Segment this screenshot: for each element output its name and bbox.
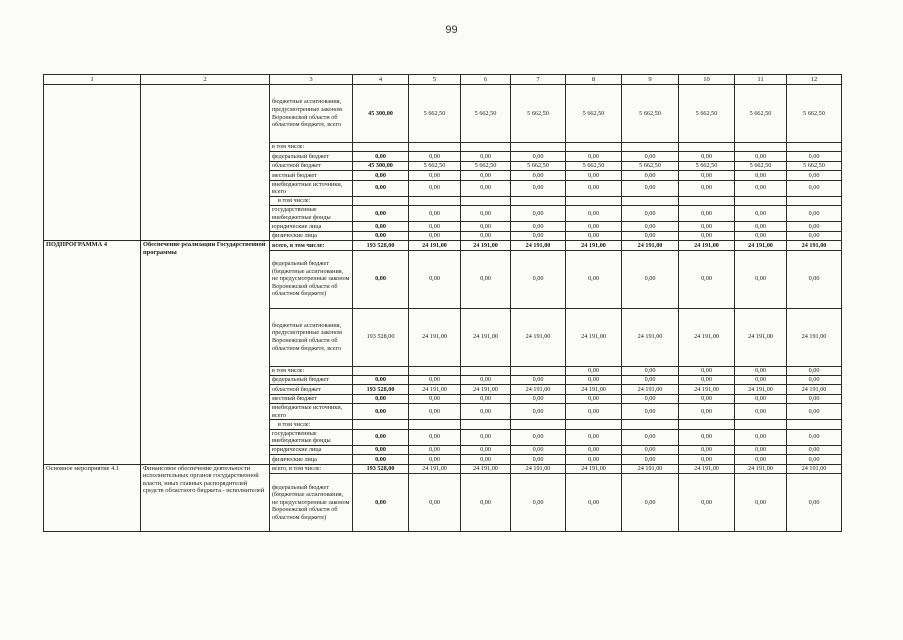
amount-cell: 0,00	[566, 375, 622, 384]
amount-cell: 24 191,00	[622, 308, 679, 366]
funding-source-label: федеральный бюджет	[270, 152, 353, 161]
amount-cell	[735, 143, 787, 152]
amount-cell: 0,00	[461, 404, 511, 420]
amount-cell: 24 191,00	[566, 464, 622, 473]
amount-cell: 24 191,00	[787, 241, 842, 250]
column-number-5: 5	[409, 75, 461, 85]
amount-cell: 0,00	[787, 366, 842, 375]
amount-cell: 0,00	[461, 429, 511, 445]
amount-cell	[787, 196, 842, 205]
amount-cell: 0,00	[409, 206, 461, 222]
amount-cell: 0,00	[566, 171, 622, 180]
column-number-4: 4	[353, 75, 409, 85]
amount-cell	[511, 420, 566, 429]
amount-cell: 5 662,50	[461, 161, 511, 170]
column-number-row	[44, 75, 842, 85]
amount-cell: 0,00	[622, 152, 679, 161]
column-number-1: 1	[44, 75, 141, 85]
amount-cell: 5 662,50	[679, 85, 735, 143]
amount-cell	[461, 143, 511, 152]
amount-cell	[353, 196, 409, 205]
amount-cell: 0,00	[511, 445, 566, 454]
amount-cell: 0,00	[409, 455, 461, 464]
amount-cell: 0,00	[735, 222, 787, 231]
amount-cell	[353, 143, 409, 152]
amount-cell: 24 191,00	[787, 308, 842, 366]
funding-source-label: в том числе:	[270, 143, 353, 152]
amount-cell: 0,00	[735, 474, 787, 532]
program-code-cell: ПОДПРОГРАММА 4	[44, 241, 141, 465]
amount-cell: 0,00	[735, 394, 787, 403]
amount-cell: 24 191,00	[511, 385, 566, 394]
amount-cell: 0,00	[409, 394, 461, 403]
table-row	[44, 241, 842, 250]
amount-cell	[622, 420, 679, 429]
amount-cell: 0,00	[787, 180, 842, 196]
amount-cell: 0,00	[787, 445, 842, 454]
amount-cell: 0,00	[511, 375, 566, 384]
amount-cell	[679, 196, 735, 205]
amount-cell: 0,00	[409, 474, 461, 532]
amount-cell: 0,00	[461, 375, 511, 384]
amount-cell: 5 662,50	[566, 161, 622, 170]
page-number: 99	[445, 24, 458, 36]
amount-cell: 0,00	[622, 404, 679, 420]
amount-cell: 0,00	[735, 375, 787, 384]
program-name-cell: Обеспечение реализации Государственной программы	[141, 241, 270, 465]
amount-cell: 24 191,00	[679, 464, 735, 473]
amount-cell: 0,00	[511, 171, 566, 180]
column-number-3: 3	[270, 75, 353, 85]
funding-source-label: федеральный бюджет	[270, 375, 353, 384]
amount-cell: 0,00	[566, 429, 622, 445]
column-number-6: 6	[461, 75, 511, 85]
amount-cell	[679, 143, 735, 152]
amount-cell	[622, 196, 679, 205]
amount-cell: 0,00	[566, 206, 622, 222]
funding-source-label: областной бюджет	[270, 385, 353, 394]
amount-cell: 0,00	[735, 250, 787, 308]
amount-cell: 24 191,00	[409, 464, 461, 473]
amount-cell: 0,00	[735, 206, 787, 222]
amount-cell: 0,00	[353, 231, 409, 240]
amount-cell: 0,00	[566, 152, 622, 161]
amount-cell: 0,00	[461, 474, 511, 532]
amount-cell: 0,00	[622, 474, 679, 532]
amount-cell: 0,00	[353, 404, 409, 420]
amount-cell: 0,00	[566, 455, 622, 464]
amount-cell: 0,00	[353, 474, 409, 532]
amount-cell: 0,00	[787, 171, 842, 180]
amount-cell: 193 528,00	[353, 464, 409, 473]
amount-cell: 0,00	[566, 394, 622, 403]
amount-cell: 24 191,00	[735, 308, 787, 366]
amount-cell: 5 662,50	[622, 161, 679, 170]
amount-cell: 0,00	[511, 250, 566, 308]
amount-cell: 24 191,00	[622, 385, 679, 394]
amount-cell: 0,00	[353, 375, 409, 384]
amount-cell: 0,00	[679, 445, 735, 454]
amount-cell: 0,00	[409, 152, 461, 161]
amount-cell: 5 662,50	[511, 85, 566, 143]
amount-cell: 24 191,00	[461, 308, 511, 366]
amount-cell: 0,00	[735, 404, 787, 420]
amount-cell: 5 662,50	[679, 161, 735, 170]
amount-cell: 0,00	[679, 404, 735, 420]
amount-cell	[409, 420, 461, 429]
amount-cell: 5 662,50	[511, 161, 566, 170]
amount-cell	[787, 420, 842, 429]
amount-cell	[566, 196, 622, 205]
amount-cell: 24 191,00	[566, 385, 622, 394]
amount-cell: 24 191,00	[622, 464, 679, 473]
amount-cell: 0,00	[566, 222, 622, 231]
funding-source-label: федеральный бюджет (бюджетные ассигнования, не предусмотренные законом Воронежской области об областном бюджете)	[270, 474, 353, 532]
amount-cell: 193 528,00	[353, 385, 409, 394]
amount-cell: 0,00	[409, 404, 461, 420]
amount-cell: 0,00	[735, 231, 787, 240]
amount-cell: 0,00	[461, 455, 511, 464]
amount-cell: 0,00	[735, 455, 787, 464]
amount-cell: 5 662,50	[409, 161, 461, 170]
amount-cell: 45 300,00	[353, 161, 409, 170]
amount-cell: 0,00	[679, 152, 735, 161]
amount-cell: 0,00	[735, 171, 787, 180]
amount-cell	[461, 420, 511, 429]
amount-cell	[353, 366, 409, 375]
amount-cell: 24 191,00	[566, 308, 622, 366]
amount-cell: 5 662,50	[787, 85, 842, 143]
budget-table	[43, 74, 842, 532]
amount-cell: 0,00	[409, 429, 461, 445]
amount-cell: 0,00	[787, 474, 842, 532]
amount-cell: 0,00	[409, 222, 461, 231]
amount-cell: 0,00	[622, 250, 679, 308]
amount-cell: 0,00	[511, 429, 566, 445]
amount-cell: 0,00	[353, 152, 409, 161]
amount-cell: 0,00	[511, 180, 566, 196]
amount-cell: 0,00	[461, 250, 511, 308]
amount-cell: 5 662,50	[461, 85, 511, 143]
amount-cell: 193 528,00	[353, 308, 409, 366]
amount-cell: 0,00	[622, 180, 679, 196]
amount-cell: 0,00	[787, 152, 842, 161]
funding-source-label: в том числе:	[270, 196, 353, 205]
amount-cell	[566, 143, 622, 152]
funding-source-label: местный бюджет	[270, 394, 353, 403]
amount-cell: 0,00	[353, 250, 409, 308]
amount-cell: 0,00	[679, 394, 735, 403]
amount-cell: 24 191,00	[511, 464, 566, 473]
amount-cell: 0,00	[511, 222, 566, 231]
amount-cell	[461, 366, 511, 375]
funding-source-label: физические лица	[270, 455, 353, 464]
amount-cell: 5 662,50	[787, 161, 842, 170]
table-row	[44, 85, 842, 143]
amount-cell: 0,00	[566, 180, 622, 196]
amount-cell: 24 191,00	[679, 308, 735, 366]
amount-cell: 0,00	[735, 180, 787, 196]
amount-cell: 0,00	[353, 222, 409, 231]
amount-cell: 0,00	[679, 180, 735, 196]
funding-source-label: государственные внебюджетные фонды	[270, 206, 353, 222]
amount-cell: 0,00	[622, 171, 679, 180]
amount-cell: 0,00	[353, 394, 409, 403]
amount-cell: 0,00	[566, 474, 622, 532]
funding-source-label: федеральный бюджет (бюджетные ассигнования, не предусмотренные законом Воронежской области об областном бюджете)	[270, 250, 353, 308]
amount-cell: 0,00	[787, 455, 842, 464]
funding-source-label: бюджетные ассигнования, предусмотренные законом Воронежской области об областном бюджете, всего	[270, 85, 353, 143]
column-number-7: 7	[511, 75, 566, 85]
amount-cell: 5 662,50	[566, 85, 622, 143]
amount-cell: 0,00	[622, 429, 679, 445]
amount-cell: 0,00	[622, 375, 679, 384]
amount-cell: 24 191,00	[409, 385, 461, 394]
column-number-8: 8	[566, 75, 622, 85]
amount-cell: 0,00	[787, 222, 842, 231]
funding-source-label: в том числе:	[270, 366, 353, 375]
table-row	[44, 464, 842, 473]
amount-cell: 0,00	[735, 366, 787, 375]
amount-cell: 0,00	[622, 445, 679, 454]
amount-cell: 24 191,00	[787, 464, 842, 473]
amount-cell: 0,00	[787, 375, 842, 384]
amount-cell: 0,00	[566, 445, 622, 454]
amount-cell: 0,00	[409, 171, 461, 180]
amount-cell: 0,00	[511, 231, 566, 240]
amount-cell: 24 191,00	[622, 241, 679, 250]
amount-cell: 5 662,50	[735, 85, 787, 143]
amount-cell: 0,00	[679, 222, 735, 231]
amount-cell: 0,00	[461, 394, 511, 403]
amount-cell: 24 191,00	[511, 308, 566, 366]
funding-source-label: юридические лица	[270, 222, 353, 231]
amount-cell: 0,00	[787, 394, 842, 403]
amount-cell: 0,00	[461, 231, 511, 240]
amount-cell: 0,00	[566, 231, 622, 240]
amount-cell: 24 191,00	[735, 385, 787, 394]
funding-source-label: местный бюджет	[270, 171, 353, 180]
amount-cell: 24 191,00	[735, 241, 787, 250]
amount-cell: 5 662,50	[622, 85, 679, 143]
amount-cell: 0,00	[735, 429, 787, 445]
table-header	[44, 75, 842, 85]
column-number-2: 2	[141, 75, 270, 85]
amount-cell: 0,00	[679, 375, 735, 384]
amount-cell: 24 191,00	[461, 385, 511, 394]
program-code-cell: Основное мероприятие 4.1	[44, 464, 141, 531]
amount-cell: 0,00	[461, 222, 511, 231]
funding-source-label: бюджетные ассигнования, предусмотренные законом Воронежской области об областном бюджете, всего	[270, 308, 353, 366]
amount-cell	[566, 420, 622, 429]
amount-cell: 0,00	[735, 445, 787, 454]
amount-cell: 24 191,00	[735, 464, 787, 473]
amount-cell: 0,00	[511, 404, 566, 420]
amount-cell: 24 191,00	[461, 464, 511, 473]
amount-cell: 0,00	[511, 474, 566, 532]
funding-source-label: в том числе:	[270, 420, 353, 429]
amount-cell: 5 662,50	[409, 85, 461, 143]
amount-cell: 24 191,00	[461, 241, 511, 250]
amount-cell: 0,00	[409, 375, 461, 384]
amount-cell	[409, 366, 461, 375]
amount-cell: 0,00	[409, 445, 461, 454]
amount-cell	[735, 196, 787, 205]
amount-cell: 0,00	[353, 429, 409, 445]
amount-cell: 5 662,50	[735, 161, 787, 170]
amount-cell: 0,00	[353, 206, 409, 222]
amount-cell: 0,00	[461, 180, 511, 196]
amount-cell: 24 191,00	[679, 241, 735, 250]
amount-cell: 0,00	[511, 152, 566, 161]
funding-source-label: областной бюджет	[270, 161, 353, 170]
amount-cell: 193 528,00	[353, 241, 409, 250]
amount-cell	[679, 420, 735, 429]
amount-cell: 24 191,00	[409, 241, 461, 250]
amount-cell: 0,00	[679, 231, 735, 240]
column-number-12: 12	[787, 75, 842, 85]
amount-cell: 0,00	[511, 394, 566, 403]
amount-cell: 24 191,00	[409, 308, 461, 366]
amount-cell: 24 191,00	[679, 385, 735, 394]
funding-source-label: юридические лица	[270, 445, 353, 454]
amount-cell: 0,00	[511, 455, 566, 464]
amount-cell: 0,00	[787, 250, 842, 308]
amount-cell: 0,00	[461, 171, 511, 180]
amount-cell	[511, 143, 566, 152]
program-code-cell	[44, 85, 141, 241]
amount-cell	[735, 420, 787, 429]
funding-source-label: внебюджетные источники, всего	[270, 180, 353, 196]
table-body	[44, 85, 842, 532]
amount-cell: 0,00	[409, 180, 461, 196]
amount-cell: 45 300,00	[353, 85, 409, 143]
amount-cell: 0,00	[622, 206, 679, 222]
amount-cell: 24 191,00	[566, 241, 622, 250]
funding-source-label: всего, в том числе:	[270, 241, 353, 250]
funding-source-label: всего, в том числе:	[270, 464, 353, 473]
amount-cell: 0,00	[787, 231, 842, 240]
amount-cell: 24 191,00	[787, 385, 842, 394]
amount-cell: 0,00	[679, 474, 735, 532]
amount-cell: 0,00	[679, 206, 735, 222]
column-number-9: 9	[622, 75, 679, 85]
amount-cell	[511, 196, 566, 205]
column-number-10: 10	[679, 75, 735, 85]
amount-cell: 0,00	[622, 394, 679, 403]
amount-cell: 0,00	[679, 366, 735, 375]
amount-cell: 0,00	[735, 152, 787, 161]
amount-cell: 0,00	[787, 206, 842, 222]
amount-cell: 0,00	[566, 250, 622, 308]
amount-cell: 0,00	[622, 455, 679, 464]
amount-cell: 0,00	[622, 222, 679, 231]
amount-cell: 0,00	[622, 231, 679, 240]
funding-source-label: государственные внебюджетные фонды	[270, 429, 353, 445]
amount-cell: 0,00	[679, 429, 735, 445]
amount-cell	[787, 143, 842, 152]
amount-cell: 0,00	[622, 366, 679, 375]
amount-cell: 0,00	[679, 250, 735, 308]
amount-cell: 0,00	[409, 250, 461, 308]
amount-cell: 0,00	[409, 231, 461, 240]
amount-cell: 0,00	[566, 404, 622, 420]
program-name-cell	[141, 85, 270, 241]
amount-cell: 0,00	[787, 429, 842, 445]
amount-cell	[353, 420, 409, 429]
amount-cell	[409, 143, 461, 152]
amount-cell: 0,00	[353, 445, 409, 454]
amount-cell: 0,00	[679, 171, 735, 180]
amount-cell: 0,00	[511, 206, 566, 222]
amount-cell: 24 191,00	[511, 241, 566, 250]
amount-cell: 0,00	[566, 366, 622, 375]
funding-source-label: внебюджетные источники, всего	[270, 404, 353, 420]
amount-cell: 0,00	[353, 171, 409, 180]
amount-cell: 0,00	[679, 455, 735, 464]
funding-source-label: физические лица	[270, 231, 353, 240]
amount-cell: 0,00	[461, 206, 511, 222]
amount-cell: 0,00	[461, 445, 511, 454]
amount-cell	[511, 366, 566, 375]
amount-cell	[409, 196, 461, 205]
amount-cell	[461, 196, 511, 205]
amount-cell: 0,00	[461, 152, 511, 161]
amount-cell	[622, 143, 679, 152]
amount-cell: 0,00	[353, 180, 409, 196]
column-number-11: 11	[735, 75, 787, 85]
amount-cell: 0,00	[787, 404, 842, 420]
program-name-cell: Финансовое обеспечение деятельности исполнительных органов государственной власти, иных главных распорядителей средств областного бюджета - исполнителей	[141, 464, 270, 531]
amount-cell: 0,00	[353, 455, 409, 464]
